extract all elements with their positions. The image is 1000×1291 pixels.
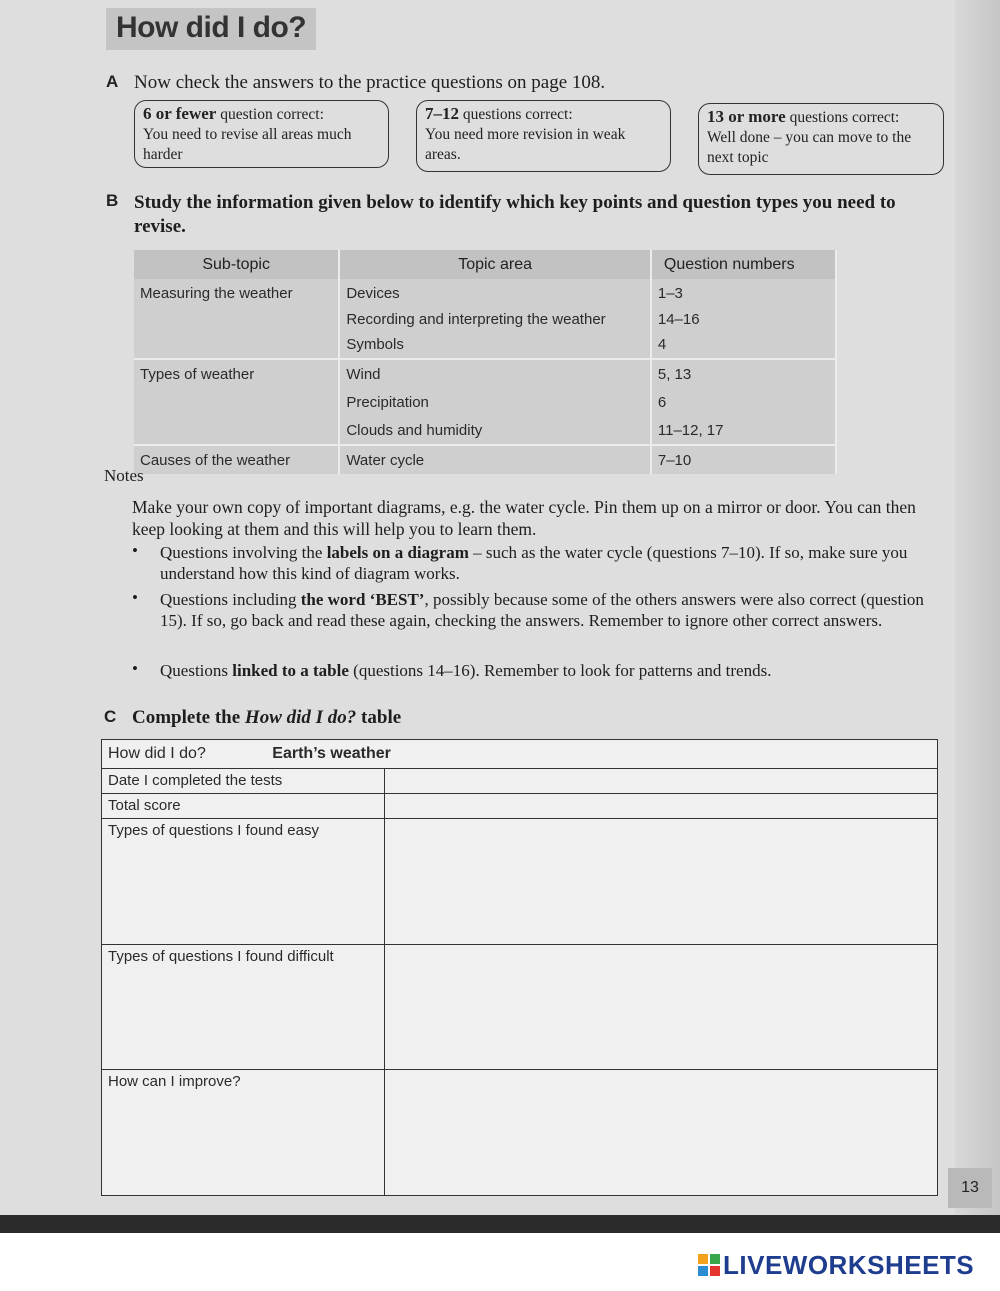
table-title: How did I do? bbox=[108, 745, 206, 762]
topic-area-text: Symbols bbox=[346, 336, 404, 353]
table-header-row bbox=[102, 740, 938, 769]
question-cell: 6 bbox=[651, 388, 836, 416]
question-text: 14–16 bbox=[657, 311, 700, 328]
table-row bbox=[134, 359, 836, 388]
question-cell: 1–3 bbox=[651, 279, 836, 307]
bullet-dot: • bbox=[132, 588, 138, 607]
notes-intro: Make your own copy of important diagrams, e.g. the water cycle. Pin them up on a mirror or door. You can then keep looking at them and this will help you to learn them. bbox=[132, 497, 916, 539]
bullet-dot: • bbox=[132, 659, 138, 678]
subtopic-cell: Causes of the weather bbox=[134, 445, 339, 474]
table-header-row bbox=[134, 250, 836, 279]
logo-text: LIVEWORKSHEETS bbox=[723, 1250, 975, 1280]
page-number: 13 bbox=[948, 1168, 992, 1208]
score-advice: Well done – you can move to the next topic bbox=[707, 129, 912, 166]
score-box-mid bbox=[416, 100, 671, 172]
difficult-questions-field[interactable] bbox=[385, 945, 938, 1070]
note-bullet bbox=[160, 542, 940, 584]
score-range: 7–12 bbox=[425, 104, 459, 123]
bullet-emphasis: linked to a table bbox=[232, 661, 349, 680]
bullet-text: Questions including bbox=[160, 590, 301, 609]
date-completed-field[interactable] bbox=[385, 769, 938, 794]
table-row bbox=[102, 794, 938, 819]
score-range: 6 or fewer bbox=[143, 104, 217, 123]
table-row bbox=[102, 1070, 938, 1196]
bullet-text: (questions 14–16). Remember to look for patterns and trends. bbox=[348, 661, 772, 680]
subtopic-cell: Measuring the weather bbox=[134, 279, 339, 359]
notes-heading: Notes bbox=[104, 466, 144, 485]
row-label: Types of questions I found easy bbox=[102, 819, 385, 945]
row-label: How can I improve? bbox=[102, 1070, 385, 1196]
column-header: Question numbers bbox=[651, 250, 836, 279]
subtopic-cell: Types of weather bbox=[134, 359, 339, 445]
bullet-dot: • bbox=[132, 541, 138, 560]
easy-questions-field[interactable] bbox=[385, 819, 938, 945]
instruction-italic: How did I do? bbox=[244, 707, 357, 728]
key-points-table bbox=[134, 250, 837, 474]
question-cell: 5, 13 bbox=[651, 359, 836, 388]
note-bullet bbox=[160, 660, 940, 681]
bullet-emphasis: labels on a diagram bbox=[326, 543, 469, 562]
score-suffix: questions correct: bbox=[789, 109, 900, 126]
liveworksheets-logo bbox=[698, 1250, 974, 1281]
table-row bbox=[134, 445, 836, 474]
column-header: Topic area bbox=[339, 250, 651, 279]
question-cell: 7–10 bbox=[651, 445, 836, 474]
how-did-i-do-table bbox=[101, 739, 938, 1196]
section-a-instruction: Now check the answers to the practice questions on page 108. bbox=[134, 72, 606, 93]
total-score-field[interactable] bbox=[385, 794, 938, 819]
bullet-text: Questions involving the bbox=[160, 543, 327, 562]
section-c-instruction bbox=[132, 707, 401, 729]
topic-area-cell: Wind bbox=[339, 359, 651, 388]
row-label: Total score bbox=[102, 794, 385, 819]
bullet-text: – such as the water cycle (questions 7–10). If so, make sure you understand how this kind of diagram works. bbox=[160, 543, 908, 583]
bullet-text: Questions bbox=[160, 661, 233, 680]
section-c-letter: C bbox=[104, 707, 117, 726]
score-box-low bbox=[134, 100, 389, 168]
score-advice: You need to revise all areas much harder bbox=[143, 126, 352, 163]
instruction-text: table bbox=[356, 707, 402, 728]
topic-area-cell bbox=[339, 307, 651, 359]
table-title-cell bbox=[102, 740, 938, 769]
topic-area-cell: Devices bbox=[339, 279, 651, 307]
score-suffix: questions correct: bbox=[462, 106, 573, 123]
question-text: 4 bbox=[657, 336, 667, 353]
table-row bbox=[134, 279, 836, 307]
score-box-high bbox=[698, 103, 944, 175]
table-topic: Earth’s weather bbox=[272, 745, 391, 762]
column-header: Sub-topic bbox=[134, 250, 339, 279]
row-label: Date I completed the tests bbox=[102, 769, 385, 794]
question-cell bbox=[651, 307, 836, 359]
improve-field[interactable] bbox=[385, 1070, 938, 1196]
row-label: Types of questions I found difficult bbox=[102, 945, 385, 1070]
table-row bbox=[102, 819, 938, 945]
section-b-instruction: Study the information given below to identify which key points and question types you need to revise. bbox=[134, 192, 896, 237]
topic-area-cell: Water cycle bbox=[339, 445, 651, 474]
bullet-emphasis: the word ‘BEST’ bbox=[300, 590, 425, 609]
section-b-letter: B bbox=[106, 191, 119, 210]
topic-area-cell: Precipitation bbox=[339, 388, 651, 416]
note-bullet bbox=[160, 589, 940, 631]
topic-area-cell: Clouds and humidity bbox=[339, 416, 651, 445]
liveworksheets-logo-icon bbox=[698, 1254, 720, 1276]
scan-edge-band bbox=[0, 1215, 1000, 1233]
section-a-letter: A bbox=[106, 72, 119, 91]
instruction-text: Complete the bbox=[132, 707, 245, 728]
score-range: 13 or more bbox=[707, 107, 786, 126]
topic-area-text: Recording and interpreting the weather bbox=[346, 311, 606, 328]
table-row bbox=[102, 769, 938, 794]
score-suffix: question correct: bbox=[220, 106, 324, 123]
page-spine-shadow bbox=[955, 0, 1000, 1230]
page-title: How did I do? bbox=[116, 11, 307, 44]
question-cell: 11–12, 17 bbox=[651, 416, 836, 445]
score-advice: You need more revision in weak areas. bbox=[425, 126, 626, 163]
table-row bbox=[102, 945, 938, 1070]
bullet-text: , possibly because some of the others answers were also correct (question 15). If so, go back and read these again, checking the answers. Remember to ignore other correct answers. bbox=[160, 590, 924, 630]
